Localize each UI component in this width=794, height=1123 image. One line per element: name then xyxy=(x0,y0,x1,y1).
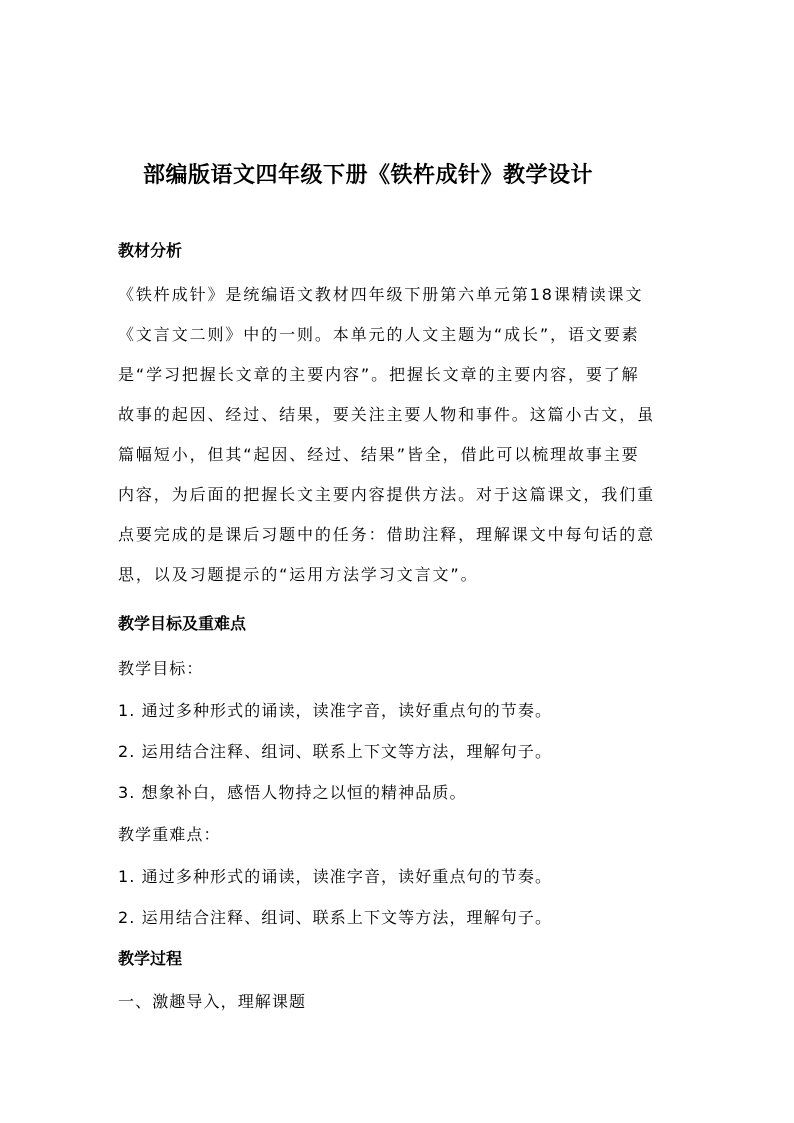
key-point-item: 1. 通过多种形式的诵读，读准字音，读好重点句的节奏。 xyxy=(118,867,553,886)
process-step: 一、激趣导入，理解课题 xyxy=(118,992,307,1011)
paragraph-line: 《文言文二则》中的一则。本单元的人文主题为“成长”，语文要素 xyxy=(118,325,640,344)
paragraph-line: 内容，为后面的把握长文主要内容提供方法。对于这篇课文，我们重 xyxy=(118,485,656,504)
goal-item: 3. 想象补白，感悟人物持之以恒的精神品质。 xyxy=(118,783,467,802)
paragraph-line: 故事的起因、经过、结果，要关注主要人物和事件。这篇小古文，虽 xyxy=(118,405,656,424)
paragraph-line: 是“学习把握长文章的主要内容”。把握长文章的主要内容，要了解 xyxy=(118,365,640,384)
section-heading-goals: 教学目标及重难点 xyxy=(118,614,247,633)
goals-label: 教学目标： xyxy=(118,659,204,678)
document-title: 部编版语文四年级下册《铁杵成针》教学设计 xyxy=(143,163,594,188)
key-point-item: 2. 运用结合注释、组词、联系上下文等方法，理解句子。 xyxy=(118,908,553,927)
section-heading-process: 教学过程 xyxy=(118,949,183,968)
paragraph-line: 篇幅短小，但其“起因、经过、结果”皆全，借此可以梳理故事主要 xyxy=(118,445,640,464)
paragraph-line: 点要完成的是课后习题中的任务：借助注释，理解课文中每句话的意 xyxy=(118,525,656,544)
goal-item: 2. 运用结合注释、组词、联系上下文等方法，理解句子。 xyxy=(118,742,553,761)
key-points-label: 教学重难点： xyxy=(118,825,221,844)
section-heading-textbook-analysis: 教材分析 xyxy=(118,241,183,260)
paragraph-line: 《铁杵成针》是统编语文教材四年级下册第六单元第18课精读课文 xyxy=(118,285,644,304)
paragraph-line: 思，以及习题提示的“运用方法学习文言文”。 xyxy=(118,565,479,584)
goal-item: 1. 通过多种形式的诵读，读准字音，读好重点句的节奏。 xyxy=(118,701,553,720)
